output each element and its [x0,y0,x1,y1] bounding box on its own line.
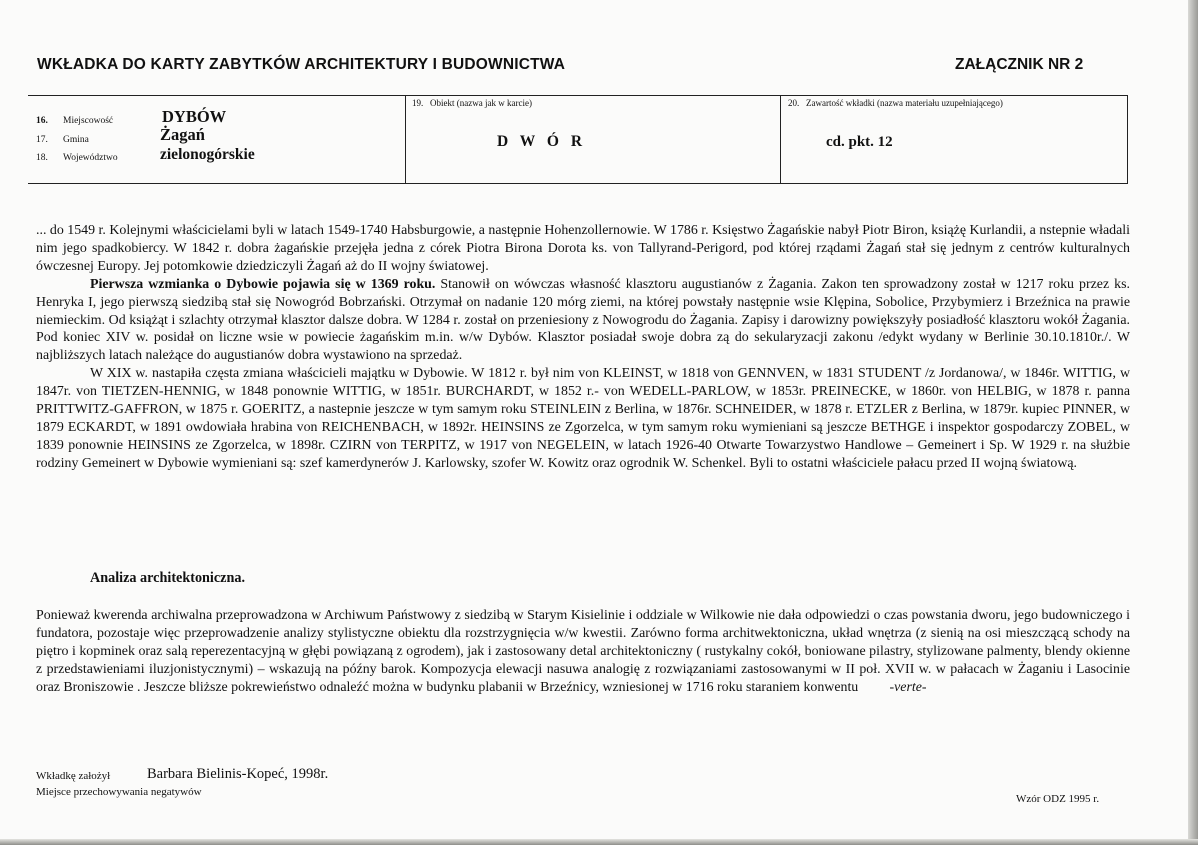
field-18-label: Województwo [63,153,118,163]
footer-storage-label: Miejsce przechowywania negatywów [36,786,202,798]
scan-edge-bottom [0,839,1198,845]
paragraph-owners-early: ... do 1549 r. Kolejnymi właścicielami byli w latach 1549-1740 Habsburgowie, a następnie Hohenzollernowie. W 1786 r. Księstwo Żagańskie nabył Piotr Biron, książę Kurlandii, a nstepnie władali nim jego spadkobiercy. W 1842 r. dobra żagańskie przejęła jedna z córek Piotra Birona Dorota ks. von Tallyrand-Perigord, pod której rządami Żagań stał się jednym z centrów kulturalnych ówczesnej Europy. Jej potomkowie dziedziczyli Żagań aż do II wojny światowej. [36,223,1130,274]
section-heading-architecture: Analiza architektoniczna. [90,570,246,586]
paragraph-first-mention [36,276,1130,366]
scan-edge-right [1188,0,1198,845]
footer-author: Barbara Bielinis-Kopeć, 1998r. [147,766,329,782]
paragraph-19th-century-owners: W XIX w. nastapiła częsta zmiana właścicieli majątku w Dybowie. W 1812 r. był nim von KLEINST, w 1818 von GENNVEN, w 1831 STUDENT /z Jordanowa/, w 1846r. WITTIG, w 1847r. von TIETZEN-HENNIG, w 1848 ponownie WITTIG, w 1851r. BURCHARDT, w 1852 r.- von WEDELL-PARLOW, w 1853r. PREINECKE, w 1860r. von HELBIG, w 1878 r. panna PRITTWITZ-GAFFRON, w 1875 r. GOERITZ, a nastepnie jeszcze w tym samym roku STEINLEIN z Berlina, w 1876r. SCHNEIDER, w 1878 r. ETZLER z Berlina, w 1879r. kupiec PINNER, w 1879 ECKARDT, w 1891 owdowiała hrabina von REICHENBACH, w 1892r. HEINSINS ze Zgorzelca, w tym samym roku wymieniani są jeszcze BETHGE i inspektor gospodarczy ZOBEL, w 1839 ponownie HEINSINS ze Zgorzelca, w 1898r. CZIRN von TERPITZ, w 1917 von NEGELEIN, w latach 1926-40 Otwarte Towarzystwo Handlowe – Gemeinert i Sp. W 1929 r. na służbie rodziny Gemeinert w Dybowie wymieniani są: szef kamerdynerów J. Karlowsky, szofer W. Kowitz oraz ogrodnik W. Schenkel. Byli to ostatni właściciele pałacu przed II wojną światową. [36,366,1130,471]
field-17-value: Żagań [160,125,205,144]
field-17-label: Gmina [63,135,89,145]
first-mention-bold: Pierwsza wzmianka o Dybowie pojawia się w 1369 roku. [90,276,436,292]
field-19-label: 19. Obiekt (nazwa jak w karcie) [412,98,532,108]
field-16-label: Miejscowość [63,116,114,126]
footer-author-label: Wkładkę założył [36,770,111,782]
body-section-history [36,222,1130,473]
field-20-label: 20. Zawartość wkładki (nazwa materiału uzupełniającego) [788,98,1003,108]
form-right-border [1127,95,1128,184]
paragraph-architecture-analysis [36,607,1130,697]
field-16-number: 16. [36,116,48,126]
field-17-number: 17. [36,135,48,145]
form-divider-1 [405,95,406,184]
footer-form-code: Wzór ODZ 1995 r. [1016,793,1100,805]
field-18-value: zielonogórskie [160,146,255,163]
verte-marker: -verte- [889,679,927,695]
form-top-border [28,95,1128,96]
architecture-analysis-text: Ponieważ kwerenda archiwalna przeprowadzona w Archiwum Państwowy z siedzibą w Starym Kisielinie i oddziale w Wilkowie nie dała odpowiedzi o czas powstania dworu, jego budowniczego i fundatora, pozostaje więc przeprowadzenie analizy stylistyczne obiektu dla rozstrzygnięcia w/w kwestii. Zarówno forma architwektoniczna, układ wnętrza (z sienią na osi mieszczącą schody na piętro i kopminek oraz salą reperezentacyjną w głębi powiązaną z ogrodem), jak i zastosowany detal architektoniczny ( rustykalny cokół, boniowane pilastry, stylizowane palmenty, blendy okienne z przedstawieniami iluzjonistycznymi) – wskazują na późny barok. Kompozycja elewacji nasuwa analogię z rozwiązaniami zastosowanymi w II poł. XVII w. w pałacach w Żaganiu i Lasocinie oraz Broniszowie . Jeszcze bliższe pokrewieństwo odnaleźć można w budynku plabanii w Brzeźnicy, wzniesionej w 1716 roku staraniem konwentu [36,608,1130,695]
first-mention-rest: Stanowił on wówczas własność klasztoru augustianów z Żagania. Zakon ten sprowadzony został w 1217 roku przez ks. Henryka I, jego pierwszą siedzibą stał się Nowogród Bobrzański. Otrzymał on nadanie 120 mórg ziemi, na której powstały następnie wsie Klępina, Sobolice, Przybymierz i Brzeźnica na prawie niemieckim. Od książąt i szlachty otrzymał klasztor dalsze dobra. W 1284 r. został on przeniesiony z Nowogrodu do Żagania. Zapisy i darowizny powiększyły posiadłość klasztoru wokół Żagania. Pod koniec XIV w. posidał on liczne wsie w powiecie żagańskim m.in. w/w Dybów. Klasztor posiadał swoje dobra zą do sekularyzacji zakonu /edykt wydany w Berlinie 30.10.1810r./. W najbliższych latach należące do augustianów dobra wystawiono na sprzedaż. [36,276,1130,364]
field-19-value: D W Ó R [497,133,587,150]
annex-number: ZAŁĄCZNIK NR 2 [955,56,1084,73]
body-section-architecture [36,607,1130,697]
document-title: WKŁADKA DO KARTY ZABYTKÓW ARCHITEKTURY I BUDOWNICTWA [37,56,566,73]
field-20-value: cd. pkt. 12 [826,134,893,150]
field-18-number: 18. [36,153,48,163]
field-16-value: DYBÓW [162,107,227,126]
form-divider-2 [780,95,781,184]
form-bottom-border [28,183,1128,184]
